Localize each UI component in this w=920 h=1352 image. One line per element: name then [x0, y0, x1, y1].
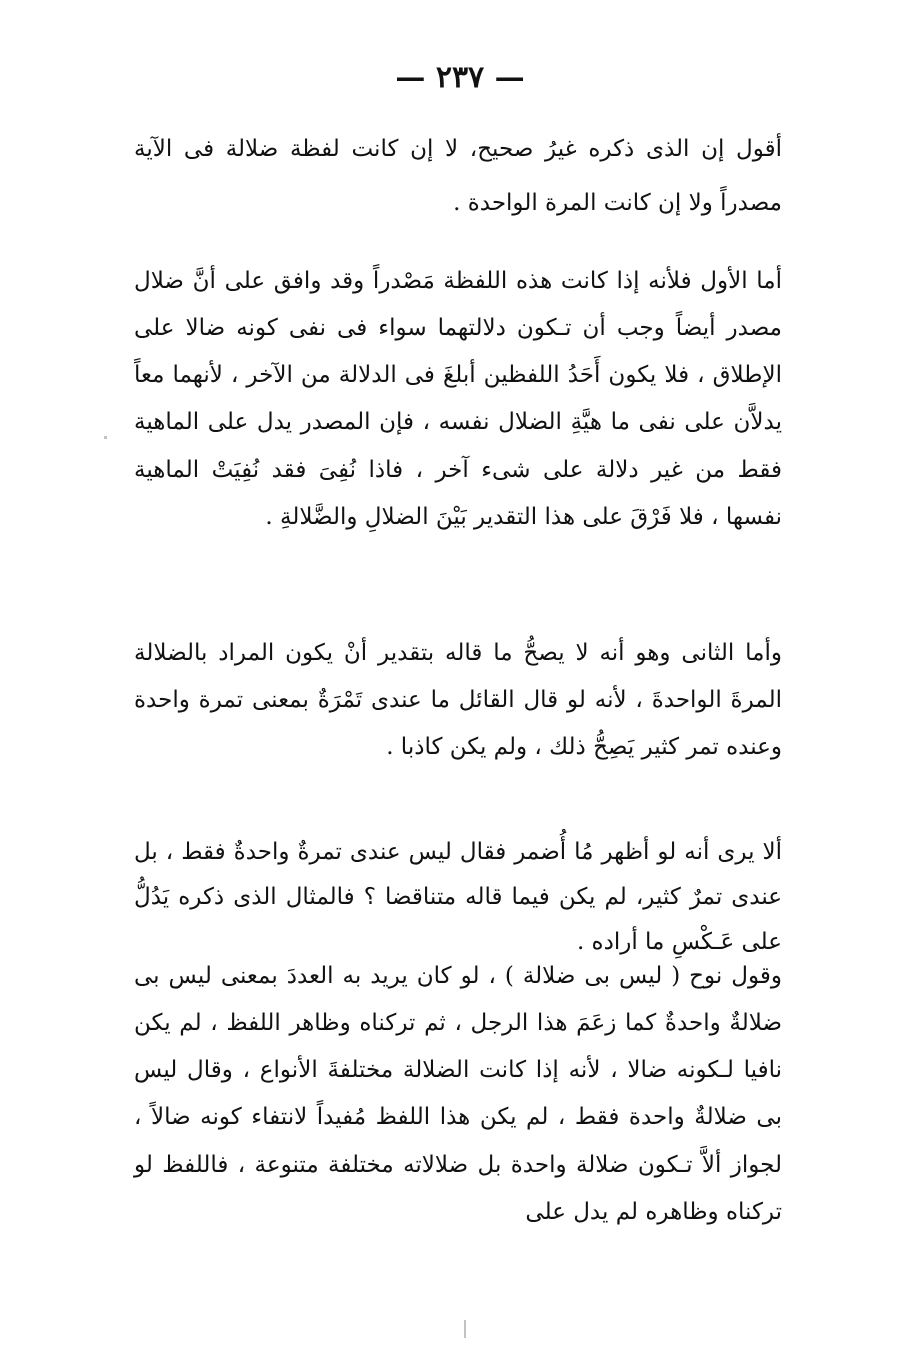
paragraph-2: [134, 258, 782, 541]
scan-speck: [464, 1320, 466, 1338]
scan-speck: [104, 436, 107, 439]
paragraph-text: ألا يرى أنه لو أظهر مُا أُضمر فقال ليس عندى تمرةٌ واحدةٌ فقط ، بل عندى تمرٌ كثير، لم يكن فيما قاله متناقضا ؟ فالمثال الذى ذكره يَدُلُّ على عَـكْسِ ما أراده .: [134, 839, 782, 955]
paragraph-1: [134, 122, 782, 230]
paragraph-text: أقول إن الذى ذكره غيرُ صحيح، لا إن كانت لفظة ضلالة فى الآية مصدراً ولا إن كانت المرة الواحدة .: [134, 136, 782, 217]
paragraph-text: أما الأول فلأنه إذا كانت هذه اللفظة مَصْدراً وقد وافق على أنَّ ضلال مصدر أيضاً وجب أن تـكون دلالتهما سواء فى نفى كونه ضالا على الإطلاق ، فلا يكون أَحَدُ اللفظين أبلغَ فى الدلالة من الآخر ، لأنهما معاً يدلاَّن على نفى ما هيَّةِ الضلال نفسه ، فإن المصدر يدل على الماهية فقط من غير دلالة على شىء آخر ، فاذا نُفِىَ فقد نُفِيَتْ الماهية نفسها ، فلا فَرْقَ على هذا التقدير بَيْنَ الضلالِ والضَّلالةِ .: [134, 268, 782, 530]
paragraph-text: وقول نوح ( ليس بى ضلالة ) ، لو كان يريد به العددَ بمعنى ليس بى ضلالةٌ واحدةٌ كما زعَمَ هذا الرجل ، ثم تركناه وظاهر اللفظ ، لم يكن نافيا لـكونه ضالا ، لأنه إذا كانت الضلالة مختلفةَ الأنواع ، وقال ليس بى ضلالةٌ واحدة فقط ، لم يكن هذا اللفظ مُفيداً لانتفاء كونه ضالاً ، لجواز ألاَّ تـكون ضلالة واحدة بل ضلالاته مختلفة متنوعة ، فاللفظ لو تركناه وظاهره لم يدل على: [134, 963, 783, 1225]
paragraph-5: [134, 953, 782, 1236]
paragraph-4: [134, 830, 782, 965]
paragraph-text: وأما الثانى وهو أنه لا يصحُّ ما قاله بتقدير أنْ يكون المراد بالضلالة المرةَ الواحدةَ ، لأنه لو قال القائل ما عندى تَمْرَةٌ بمعنى تمرة واحدة وعنده تمر كثير يَصِحُّ ذلك ، ولم يكن كاذبا .: [134, 640, 782, 761]
page-number: — ٢٣٧ —: [395, 60, 525, 95]
paragraph-3: [134, 630, 782, 771]
